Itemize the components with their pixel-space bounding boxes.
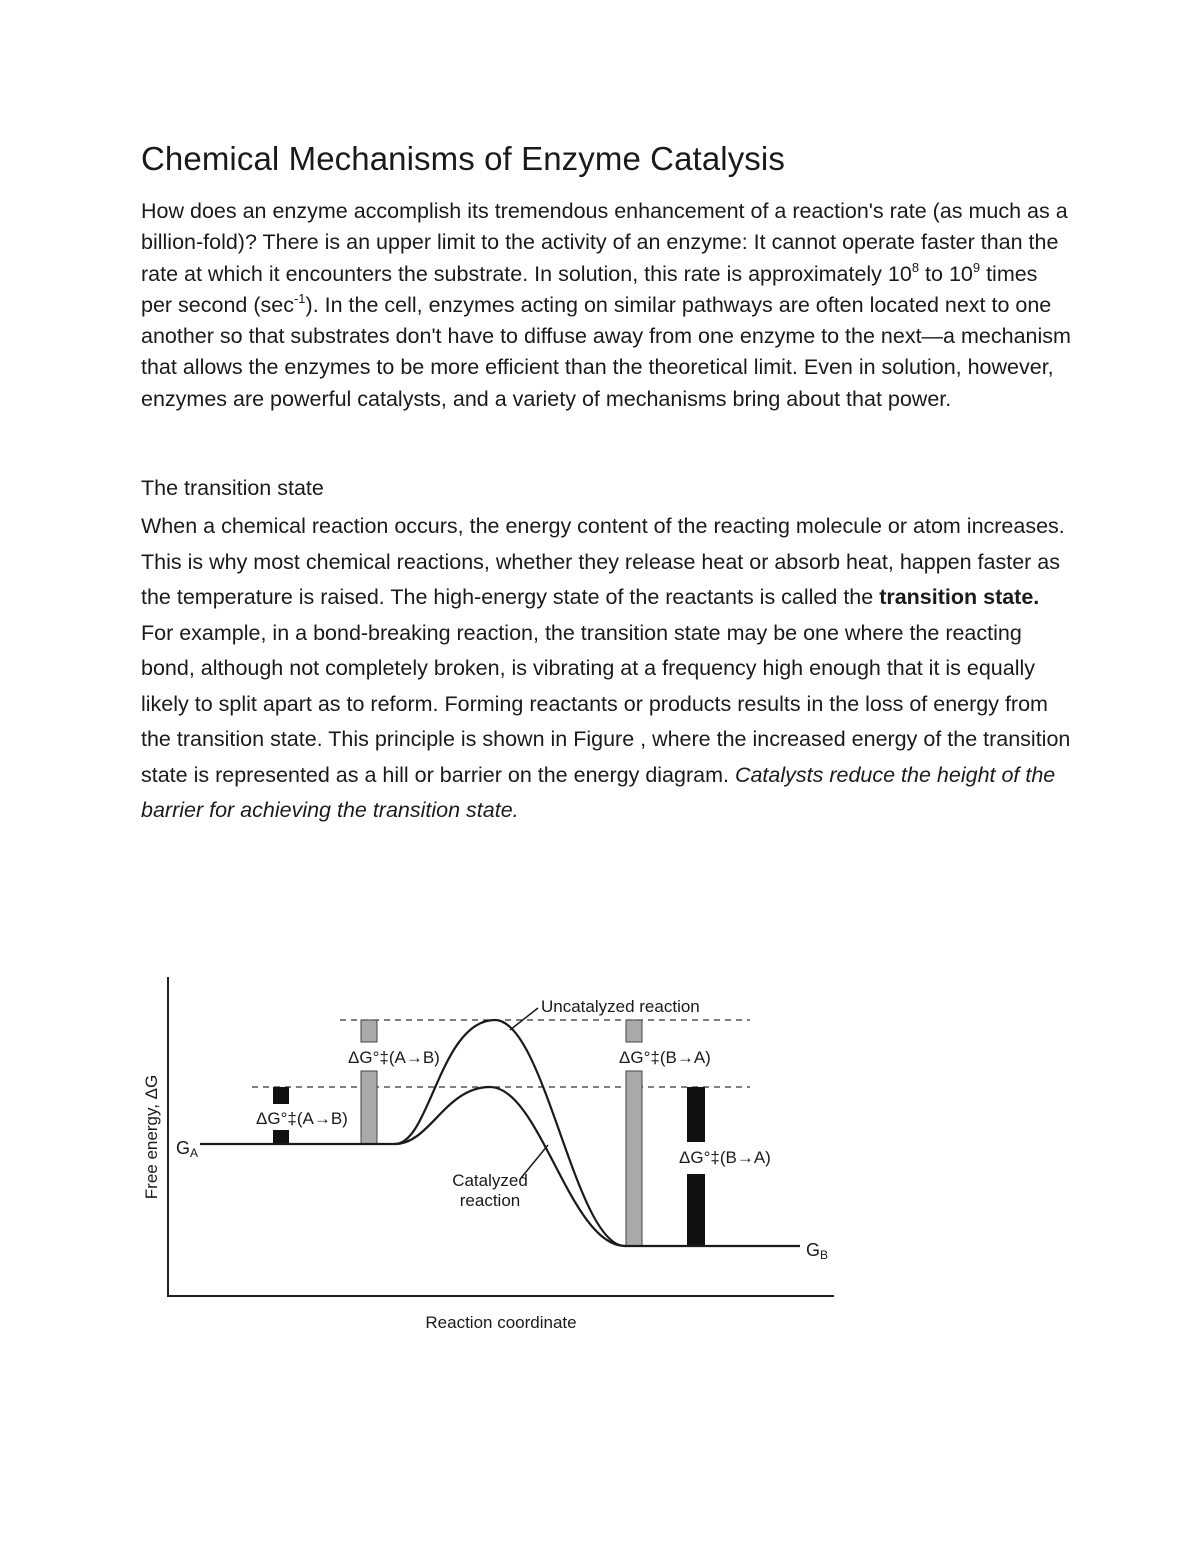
catalyzed-reverse-dg-label: ΔG°‡(B→A): [679, 1148, 771, 1167]
gb-label: [806, 1240, 828, 1262]
page-title: Chemical Mechanisms of Enzyme Catalysis: [141, 140, 785, 177]
transition-state-term: transition state.: [879, 585, 1040, 609]
x-axis-label: Reaction coordinate: [425, 1313, 577, 1332]
gb-symbol: G: [806, 1240, 821, 1260]
intro-paragraph: [141, 196, 1071, 415]
uncatalyzed-forward-bar-bottom: [361, 1071, 377, 1144]
intro-text-4: ). In the cell, enzymes acting on similar pathways are often located next to one another so that substrates don't have to diffuse away from one enzyme to the next—a mechanism that allows the enzymes to be more efficient than the theoretical limit. Even in solution, however, enzymes are powerful catalysts, and a variety of mechanisms bring about that power.: [141, 292, 1071, 411]
diagram-axes: [168, 977, 834, 1296]
ga-subscript: A: [190, 1146, 199, 1160]
body-text-1: When a chemical reaction occurs, the energy content of the reacting molecule or atom increases. This is why most chemical reactions, whether they release heat or absorb heat, happen faster as the temperature is raised. The high-energy state of the reactants is called the: [141, 514, 1065, 609]
y-axis-label: Free energy, ΔG: [142, 1074, 161, 1200]
intro-text-2: to 10: [919, 261, 973, 286]
catalyzed-label-line-1: Catalyzed: [452, 1171, 528, 1190]
uncatalyzed-forward-dg-label: ΔG°‡(A→B): [348, 1048, 440, 1067]
gb-subscript: B: [820, 1248, 829, 1262]
body-text-2: For example, in a bond-breaking reaction, the transition state may be one where the reacting bond, although not completely broken, is vibrating at a frequency high enough that it is equally likely to split apart as to reform. Forming reactants or products results in the loss of energy from the transition state. This principle is shown in Figure , where the increased energy of the transition state is represented as a hill or barrier on the energy diagram.: [141, 620, 1071, 787]
catalyzed-forward-dg-label: ΔG°‡(A→B): [256, 1109, 348, 1128]
uncatalyzed-reverse-bar-bottom: [626, 1071, 642, 1246]
transition-state-paragraph: [141, 509, 1071, 829]
catalyzed-reverse-bar-bottom: [687, 1174, 705, 1246]
exponent-minus-1: -1: [293, 290, 306, 306]
catalyzed-reverse-bar-top: [687, 1087, 705, 1142]
uncatalyzed-reverse-dg-label: ΔG°‡(B→A): [619, 1048, 711, 1067]
catalyzed-label-line-2: reaction: [459, 1191, 521, 1210]
exponent-9: 9: [972, 259, 981, 275]
uncatalyzed-forward-bar-top: [361, 1020, 377, 1042]
uncatalyzed-pointer: [510, 1008, 538, 1030]
uncatalyzed-reverse-bar-top: [626, 1020, 642, 1042]
uncatalyzed-label: Uncatalyzed reaction: [541, 997, 700, 1016]
energy-diagram: [130, 960, 850, 1350]
energy-diagram-figure: [130, 960, 850, 1350]
intro-text-1: How does an enzyme accomplish its tremendous enhancement of a reaction's rate (as much as a billion-fold)? There is an upper limit to the activity of an enzyme: It cannot operate faster than the rate at which it encounters the substrate. In solution, this rate is approximately 10: [141, 199, 1068, 286]
catalyzed-forward-bar-top: [273, 1087, 289, 1104]
exponent-8: 8: [911, 259, 920, 275]
section-heading: The transition state: [141, 476, 324, 500]
ga-label: [176, 1138, 198, 1160]
catalyzed-curve: [395, 1087, 625, 1246]
catalyst-emphasis: Catalysts reduce the height of the barrier for achieving the transition state.: [141, 762, 1056, 822]
intro-text-3: times per second (sec: [141, 261, 1038, 317]
ga-symbol: G: [176, 1138, 191, 1158]
catalyzed-forward-bar-bottom: [273, 1130, 289, 1144]
